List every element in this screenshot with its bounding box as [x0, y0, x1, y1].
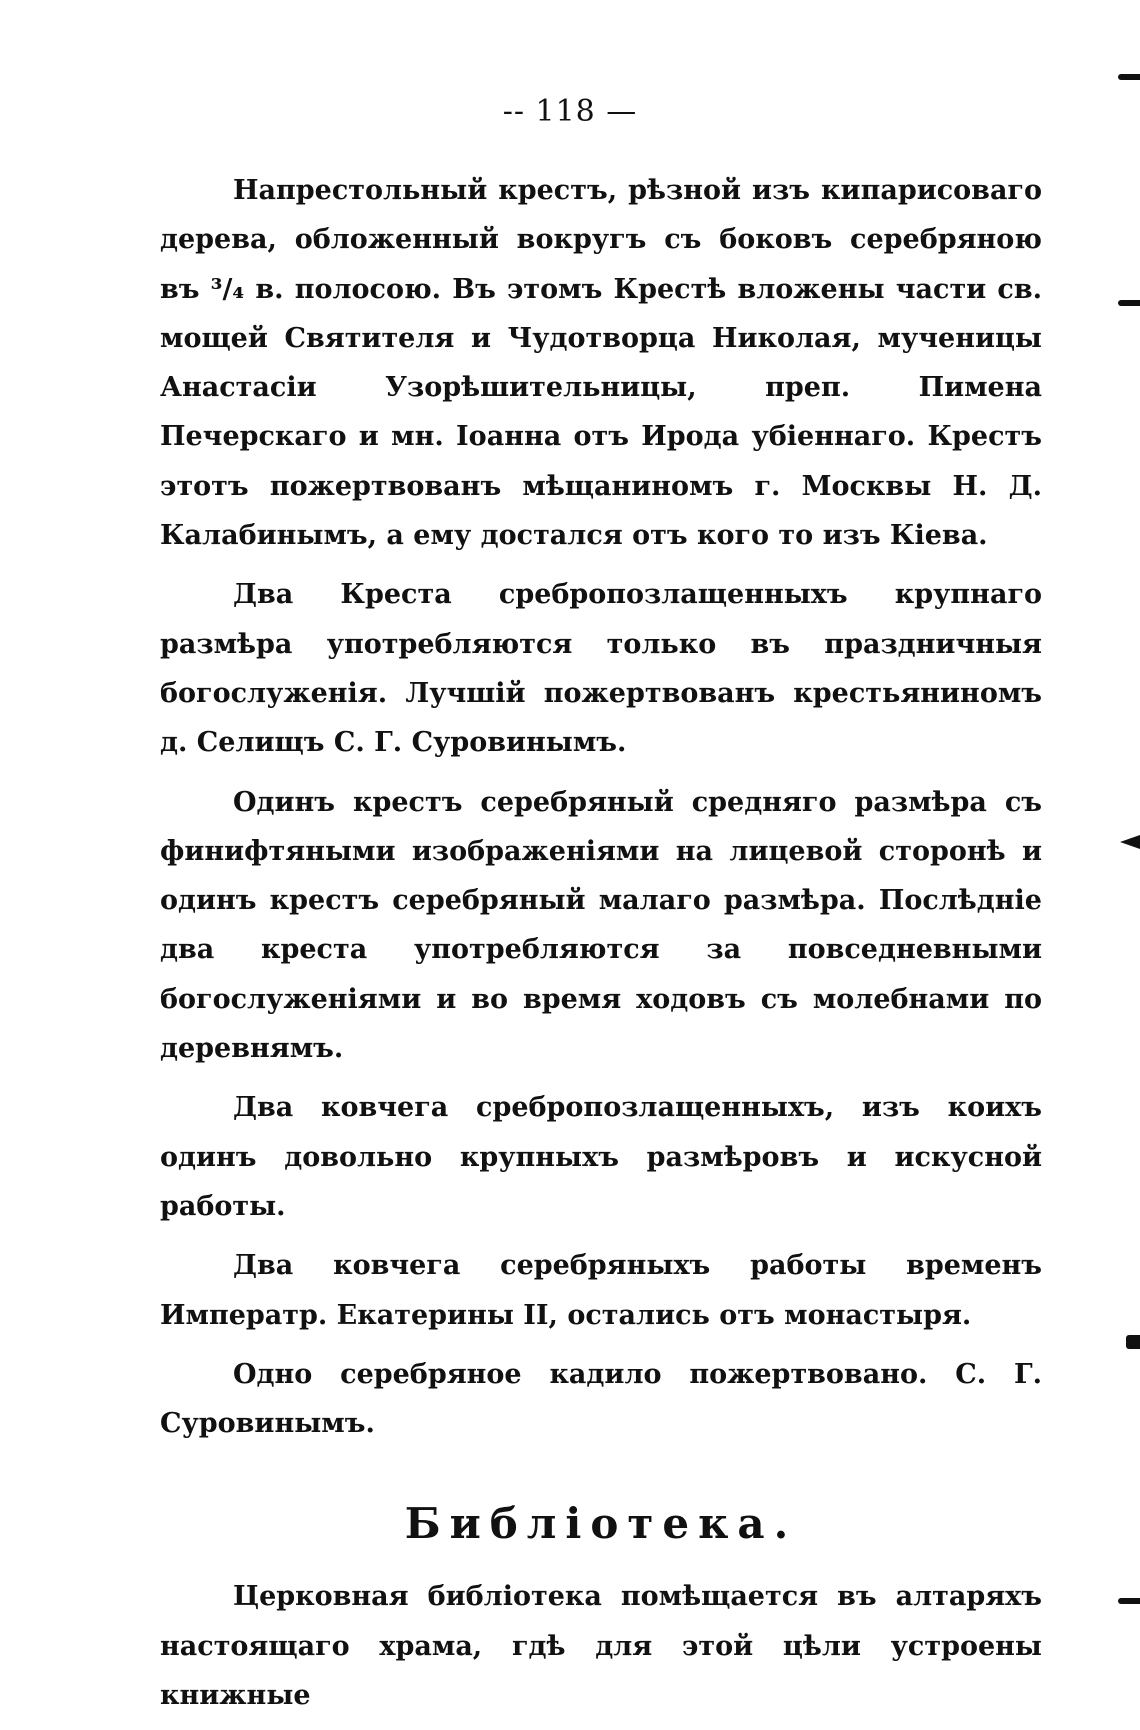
paragraph-gilded-reliquaries: Два ковчега сребропозлащенныхъ, изъ коихъ одинъ довольно крупныхъ размѣровъ и искусной работы. [160, 1092, 1042, 1222]
body-text [160, 166, 1042, 1730]
paragraph-silver-crosses: Одинъ крестъ серебряный средняго размѣра съ финифтяными изображеніями на лицевой сторонѣ и одинъ крестъ серебряный малаго размѣра. Послѣдніе два креста употребляются за повседневными богослуженіями и во время ходовъ съ молебнами по деревнямъ. [160, 786, 1042, 1065]
paragraph-two-crosses: Два Креста сребропозлащенныхъ крупнаго размѣра употребляются только въ праздничныя богослуженія. Лучшій пожертвованъ крестьяниномъ д. Селищъ С. Г. Суровинымъ. [160, 579, 1042, 759]
paragraph-altar-cross: Напрестольный крестъ, рѣзной изъ кипарисоваго дерева, обложенный вокругъ съ боковъ серебряною въ ³/₄ в. полосою. Въ этомъ Крестѣ вложены части св. мощей Святителя и Чудотворца Николая, мученицы Анастасіи Узорѣшительницы, преп. Пимена Печерскаго и мн. Іоанна отъ Ирода убіеннаго. Крестъ этотъ пожертвованъ мѣщаниномъ г. Москвы Н. Д. Калабинымъ, а ему достался отъ кого то изъ Кіева. [160, 175, 1042, 552]
paragraph-silver-reliquaries: Два ковчега серебряныхъ работы временъ Императр. Екатерины II, остались отъ монастыря. [160, 1250, 1042, 1331]
section-title-library: Библіотека. [404, 1499, 798, 1549]
margin-mark [1118, 74, 1140, 80]
margin-mark [1120, 835, 1140, 849]
page-number: -- 118 — [502, 94, 638, 129]
paragraph-censer: Одно серебряное кадило пожертвовано. С. Г. Суровинымъ. [160, 1358, 1042, 1440]
margin-mark [1126, 1335, 1140, 1349]
paragraph-library: Церковная библіотека помѣщается въ алтаряхъ настоящаго храма, гдѣ для этой цѣли устроены книжные [160, 1581, 1042, 1712]
margin-mark [1118, 300, 1140, 306]
margin-mark [1118, 1598, 1140, 1604]
